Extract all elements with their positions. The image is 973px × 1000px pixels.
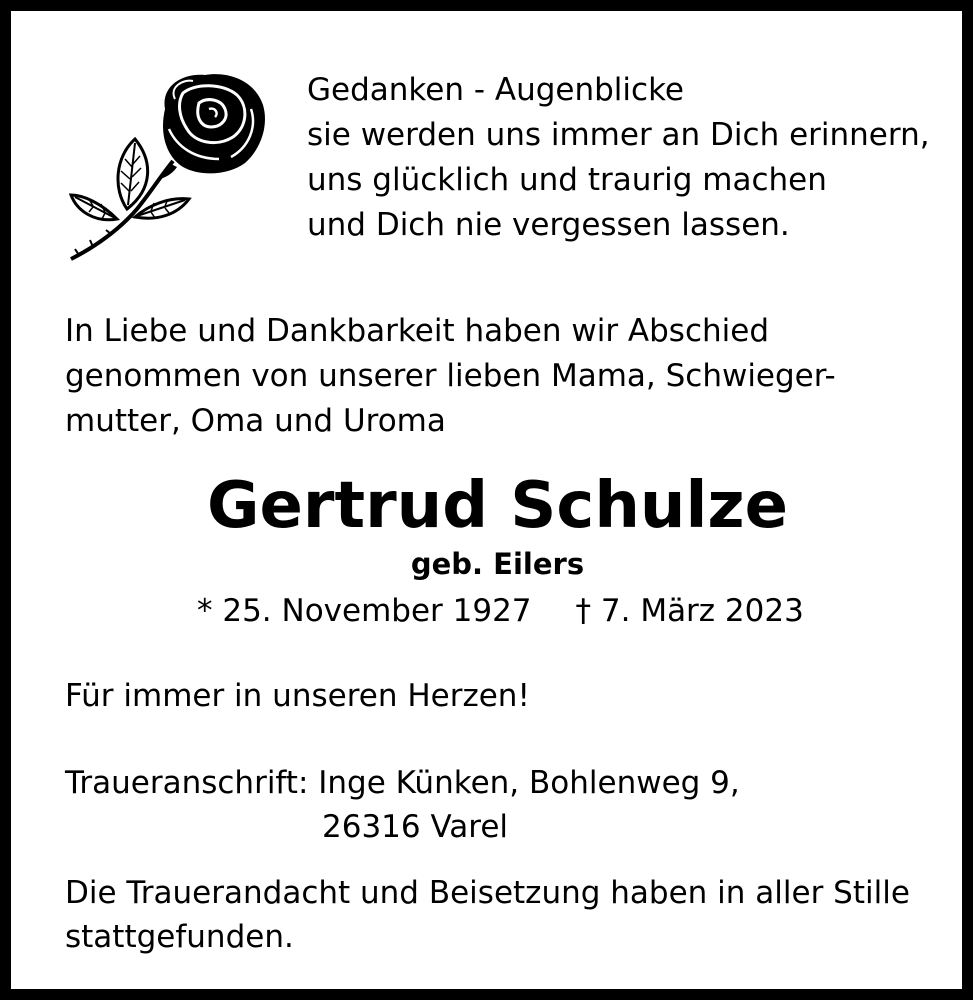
mourning-address-city: 26316 Varel <box>322 809 509 845</box>
funeral-notice <box>65 871 910 959</box>
intro-line: In Liebe und Dankbarkeit haben wir Abschied <box>65 313 770 349</box>
deceased-name: Gertrud Schulze <box>206 469 789 543</box>
maiden-name: geb. Eilers <box>410 547 585 581</box>
mourning-address-line: Traueranschrift: Inge Künken, Bohlenweg 9, <box>65 765 740 801</box>
verse-block <box>307 68 930 248</box>
intro-line: genommen von unserer lieben Mama, Schwieger- <box>65 358 836 394</box>
closing-line: Für immer in unseren Herzen! <box>65 678 530 714</box>
verse-line: und Dich nie vergessen lassen. <box>307 207 790 243</box>
verse-line: Gedanken - Augenblicke <box>307 72 684 108</box>
birth-date: * 25. November 1927 <box>197 593 532 629</box>
verse-line: uns glücklich und traurig machen <box>307 162 827 198</box>
death-date: † 7. März 2023 <box>575 593 804 629</box>
life-dates <box>197 589 804 633</box>
rose-icon <box>65 69 270 265</box>
verse-line: sie werden uns immer an Dich erinnern, <box>307 117 930 153</box>
intro-line: mutter, Oma und Uroma <box>65 403 446 439</box>
notice-line: stattgefunden. <box>65 919 294 955</box>
intro-paragraph <box>65 309 836 444</box>
notice-line: Die Trauerandacht und Beisetzung haben in aller Stille <box>65 875 910 911</box>
